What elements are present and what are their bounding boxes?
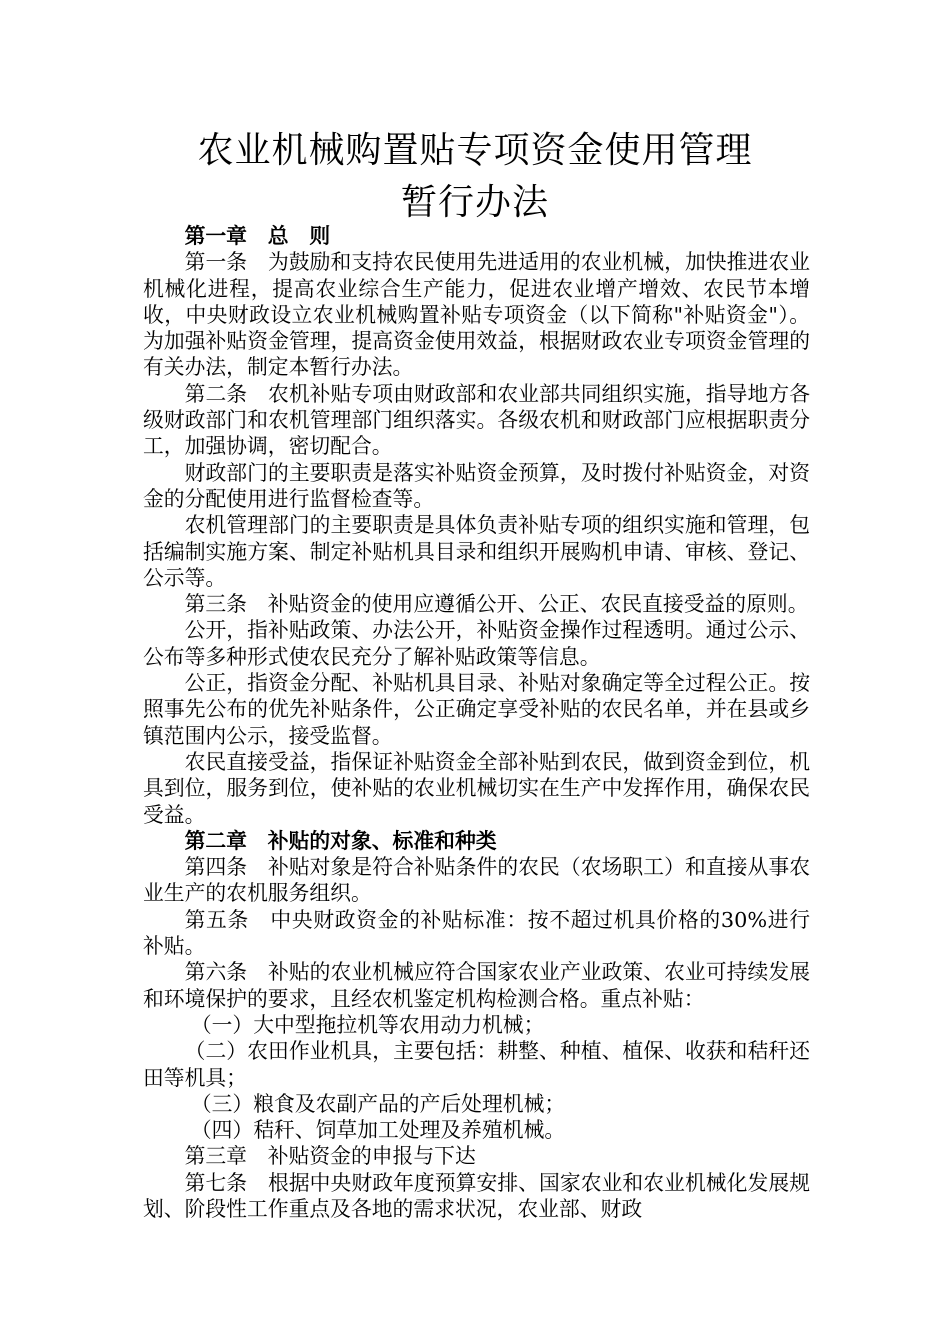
body-paragraph: 农民直接受益，指保证补贴资金全部补贴到农民，做到资金到位，机具到位，服务到位，使补贴的农业机械切实在生产中发挥作用，确保农民受益。: [143, 749, 810, 827]
article-paragraph: 第七条 根据中央财政年度预算安排、国家农业和农业机械化发展规划、阶段性工作重点及各地的需求状况，农业部、财政: [143, 1170, 810, 1221]
list-item: （一）大中型拖拉机等农用动力机械；: [190, 1012, 545, 1037]
body-paragraph: 财政部门的主要职责是落实补贴资金预算，及时拨付补贴资金，对资金的分配使用进行监督检查等。: [143, 460, 810, 511]
article-paragraph: 第三条 补贴资金的使用应遵循公开、公正、农民直接受益的原则。: [184, 592, 809, 617]
list-item: （四）秸秆、饲草加工处理及养殖机械。: [190, 1118, 566, 1143]
list-item: （三）粮食及农副产品的产后处理机械；: [190, 1091, 566, 1116]
article-paragraph: 第五条 中央财政资金的补贴标准：按不超过机具价格的30%进行补贴。: [143, 907, 810, 959]
list-item: （二）农田作业机具，主要包括：耕整、种植、植保、收获和秸秆还田等机具；: [143, 1039, 810, 1090]
article-paragraph: 第六条 补贴的农业机械应符合国家农业产业政策、农业可持续发展和环境保护的要求，且经农机鉴定机构检测合格。重点补贴：: [143, 960, 810, 1011]
chapter-heading: 第三章 补贴资金的申报与下达: [184, 1144, 476, 1169]
chapter-heading: 第二章 补贴的对象、标准和种类: [184, 827, 497, 853]
chapter-heading: 第一章 总 则: [184, 223, 331, 248]
article-paragraph: 第一条 为鼓励和支持农民使用先进适用的农业机械，加快推进农业机械化进程，提高农业综合生产能力，促进农业增产增效、农民节本增收，中央财政设立农业机械购置补贴专项资金（以下简称"补贴资金"）。为加强补贴资金管理，提高资金使用效益，根据财政农业专项资金管理的有关办法，制定本暂行办法。: [143, 250, 810, 380]
document-title-line-2: 暂行办法: [400, 182, 549, 223]
body-paragraph: 公开，指补贴政策、办法公开，补贴资金操作过程透明。通过公示、公布等多种形式使农民充分了解补贴政策等信息。: [143, 618, 810, 669]
body-paragraph: 农机管理部门的主要职责是具体负责补贴专项的组织实施和管理，包括编制实施方案、制定补贴机具目录和组织开展购机申请、审核、登记、公示等。: [143, 513, 810, 590]
document-body: [143, 223, 810, 1222]
article-paragraph: 第二条 农机补贴专项由财政部和农业部共同组织实施，指导地方各级财政部门和农机管理部门组织落实。各级农机和财政部门应根据职责分工，加强协调，密切配合。: [143, 381, 810, 459]
body-paragraph: 公正，指资金分配、补贴机具目录、补贴对象确定等全过程公正。按照事先公布的优先补贴条件，公正确定享受补贴的农民名单，并在县或乡镇范围内公示，接受监督。: [143, 671, 810, 748]
document-title-line-1: 农业机械购置贴专项资金使用管理: [197, 130, 753, 171]
article-paragraph: 第四条 补贴对象是符合补贴条件的农民（农场职工）和直接从事农业生产的农机服务组织。: [143, 855, 810, 906]
